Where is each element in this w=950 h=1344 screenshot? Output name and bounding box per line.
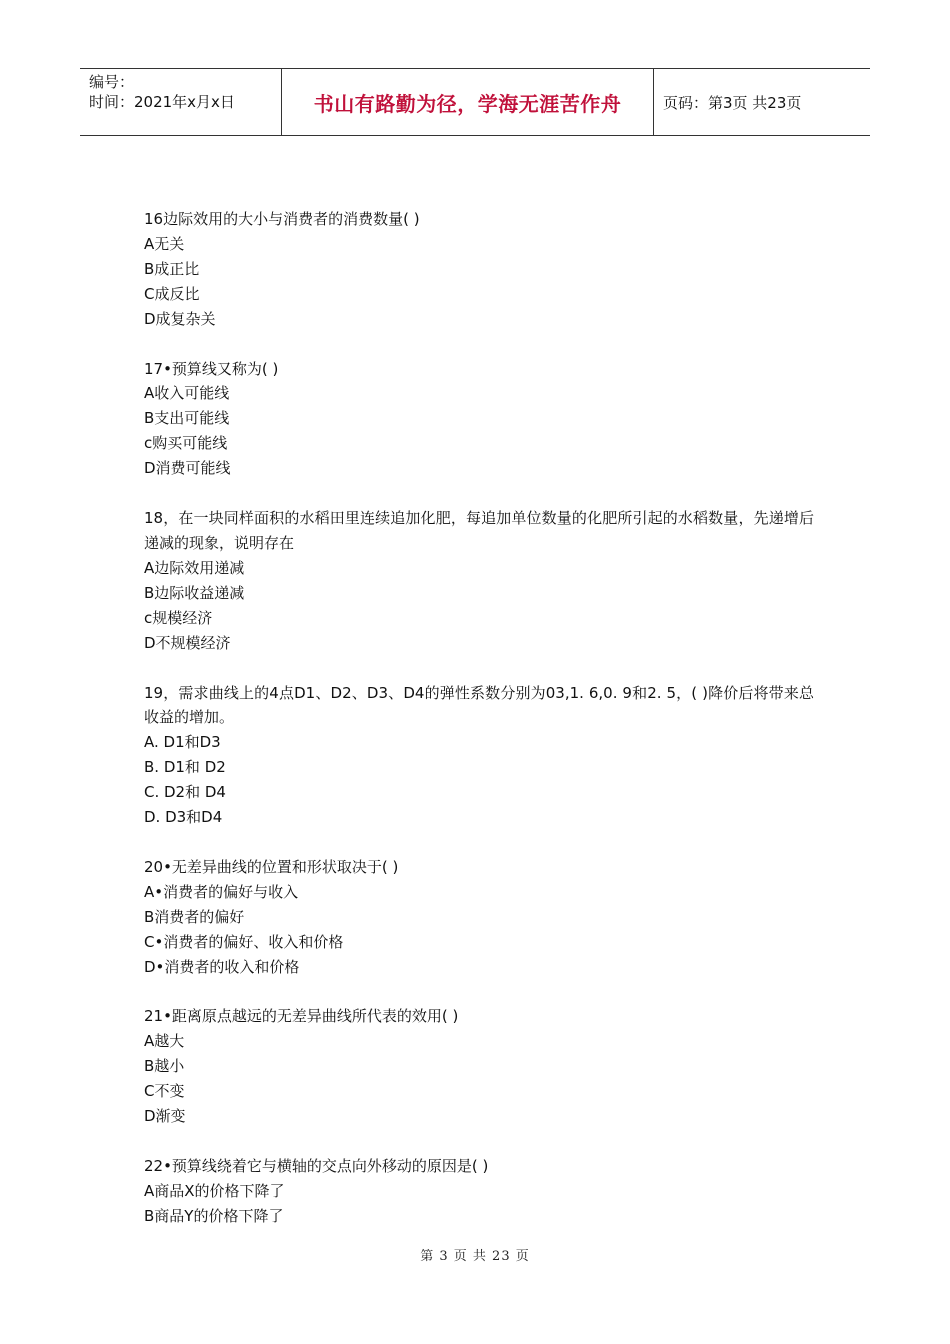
question-option: D成复杂关 bbox=[144, 309, 216, 328]
question-option: C. D2和 D4 bbox=[144, 783, 226, 802]
question-option: A. D1和D3 bbox=[144, 733, 221, 752]
question-option: C不变 bbox=[144, 1082, 185, 1101]
question-option: D渐变 bbox=[144, 1107, 186, 1126]
header-meta bbox=[80, 69, 281, 135]
question-option: A边际效用递减 bbox=[144, 558, 245, 577]
question-option: A商品X的价格下降了 bbox=[144, 1181, 285, 1200]
header-page-info: 页码：第3页 共23页 bbox=[663, 93, 802, 112]
question-option: c规模经济 bbox=[144, 608, 213, 627]
header-motto: 书山有路勤为径，学海无涯苦作舟 bbox=[313, 91, 622, 116]
question-stem: 19，需求曲线上的4点D1、D2、D3、D4的弹性系数分别为03,1. 6,0. 9和2. 5，( )降价后将带来总收益的增加。 bbox=[144, 683, 814, 727]
question-option: B. D1和 D2 bbox=[144, 758, 226, 777]
question-stem: 18，在一块同样面积的水稻田里连续追加化肥，每追加单位数量的化肥所引起的水稻数量，先递增后递减的现象，说明存在 bbox=[144, 509, 814, 552]
page-footer: 第 3 页 共 23 页 bbox=[420, 1249, 530, 1264]
question-option: D消费可能线 bbox=[144, 459, 231, 478]
question-stem: 21•距离原点越远的无差异曲线所代表的效用( ) bbox=[144, 1007, 459, 1026]
header-motto-cell bbox=[281, 69, 654, 135]
question-option: A收入可能线 bbox=[144, 384, 230, 403]
question-21 bbox=[144, 1004, 814, 1129]
question-option: A无关 bbox=[144, 234, 185, 253]
question-stem: 17•预算线又称为( ) bbox=[144, 359, 279, 378]
question-option: C•消费者的偏好、收入和价格 bbox=[144, 932, 344, 951]
question-option: D不规模经济 bbox=[144, 633, 231, 652]
question-20 bbox=[144, 855, 814, 980]
question-option: B商品Y的价格下降了 bbox=[144, 1206, 284, 1225]
question-stem: 16边际效用的大小与消费者的消费数量( ) bbox=[144, 210, 420, 228]
question-22 bbox=[144, 1154, 814, 1229]
question-18 bbox=[144, 506, 814, 655]
question-option: A•消费者的偏好与收入 bbox=[144, 882, 299, 901]
question-option: D•消费者的收入和价格 bbox=[144, 957, 300, 976]
header-page-cell bbox=[654, 69, 870, 135]
question-option: B消费者的偏好 bbox=[144, 907, 245, 926]
document-date: 时间：2021年x月x日 bbox=[89, 93, 235, 111]
question-option: A越大 bbox=[144, 1032, 185, 1051]
question-stem: 22•预算线绕着它与横轴的交点向外移动的原因是( ) bbox=[144, 1157, 489, 1175]
question-option: B支出可能线 bbox=[144, 409, 230, 428]
question-option: C成反比 bbox=[144, 284, 200, 303]
question-stem: 20•无差异曲线的位置和形状取决于( ) bbox=[144, 857, 399, 876]
question-option: B越小 bbox=[144, 1057, 185, 1076]
question-19 bbox=[144, 681, 814, 830]
question-16 bbox=[144, 207, 814, 332]
question-list bbox=[144, 207, 814, 1254]
question-17 bbox=[144, 357, 814, 482]
question-option: D. D3和D4 bbox=[144, 808, 223, 827]
question-option: c购买可能线 bbox=[144, 434, 228, 453]
page-header bbox=[80, 68, 870, 136]
question-option: B成正比 bbox=[144, 259, 200, 278]
question-option: B边际收益递减 bbox=[144, 583, 245, 602]
document-number: 编号： bbox=[89, 73, 135, 91]
